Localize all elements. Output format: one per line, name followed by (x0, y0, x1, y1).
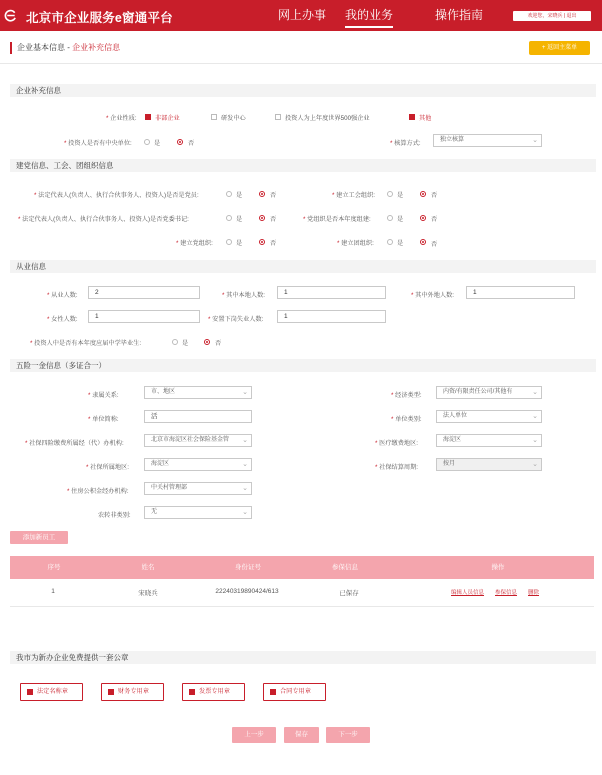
section-employment: 从业信息 (10, 260, 596, 273)
platform-title: 北京市企业服务e窗通平台 (26, 11, 173, 25)
radio-q4-yes[interactable] (387, 215, 393, 221)
option-no: 否 (188, 140, 195, 147)
label-central-unit: * 投资人是否有中央单位: (64, 140, 132, 147)
label-build-league: * 建立团组织: (337, 240, 374, 247)
label-build-party: * 建立党组织: (176, 240, 213, 247)
radio-central-no[interactable] (177, 139, 183, 145)
select-unit-type[interactable]: 法人单位 ⌄ (436, 410, 542, 423)
breadcrumb-current: 企业补充信息 (72, 43, 121, 52)
radio-q1-no[interactable] (259, 191, 265, 197)
add-employee-button[interactable]: 添加新员工 (10, 531, 68, 544)
radio-grad-yes[interactable] (172, 339, 178, 345)
chevron-down-icon: ⌄ (532, 389, 538, 396)
divider (0, 63, 602, 64)
label-female-staff: * 女性人数: (47, 316, 78, 323)
logo-icon (4, 9, 17, 22)
label-rural: 农转非类别: (98, 512, 131, 519)
cell-id: 22240319890424/613 (215, 588, 279, 595)
checkbox-seal-4[interactable] (270, 689, 276, 695)
checkbox-nature-2[interactable] (211, 114, 217, 120)
radio-q1-yes[interactable] (226, 191, 232, 197)
option-no: 否 (215, 340, 222, 347)
label-accounting: * 核算方式: (390, 140, 421, 147)
option-yes: 是 (397, 192, 404, 199)
label-short-name: * 单位简称: (88, 416, 119, 423)
column-header: 序号 (47, 564, 61, 571)
cell-name: 宋晓兵 (138, 590, 158, 597)
option-yes: 是 (236, 240, 243, 247)
breadcrumb-parent[interactable]: 企业基本信息 - (17, 43, 73, 52)
delete-link[interactable]: 删除 (528, 590, 540, 596)
seal-option-1[interactable]: 法定名称章 (20, 683, 83, 701)
select-settle-cycle[interactable]: 按月 ⌄ (436, 458, 542, 471)
select-econ-type[interactable]: 内资/有限责任公司/其他有 ⌄ (436, 386, 542, 399)
label-company-nature: * 企业性质: (106, 115, 137, 122)
label-unit-type: * 单位类别: (391, 416, 422, 423)
nav-my-business[interactable]: 我的业务 (345, 6, 393, 28)
chevron-down-icon: ⌄ (242, 389, 248, 396)
input-outside-staff[interactable]: 1 (466, 286, 575, 299)
option-no: 否 (270, 216, 277, 223)
label-outside-staff: * 其中外地人数: (411, 292, 454, 299)
cell-status: 已保存 (339, 590, 359, 597)
employee-table-header (10, 556, 594, 579)
section-party: 建党信息、工会、团组织信息 (10, 159, 596, 172)
option-nature-4: 其他 (419, 115, 432, 122)
option-yes: 是 (236, 192, 243, 199)
radio-q2-no[interactable] (420, 191, 426, 197)
radio-q5-no[interactable] (259, 239, 265, 245)
label-local-staff: * 其中本地人数: (222, 292, 265, 299)
breadcrumb (10, 42, 120, 54)
radio-grad-no[interactable] (204, 339, 210, 345)
option-nature-2: 研发中心 (221, 115, 246, 122)
label-party-secretary: * 法定代表人(负责人、执行合伙事务人、投资人)是否党委书记: (18, 216, 189, 223)
chevron-down-icon: ⌄ (532, 461, 538, 468)
chevron-down-icon: ⌄ (532, 437, 538, 444)
option-yes: 是 (182, 340, 189, 347)
section-share: 我市为新办企业免费提供一套公章 (10, 651, 596, 664)
section-insurance: 五险一金信息（多证合一） (10, 359, 596, 372)
input-local-staff[interactable]: 1 (277, 286, 386, 299)
chevron-down-icon: ⌄ (242, 461, 248, 468)
select-affiliation[interactable]: 市、地区 ⌄ (144, 386, 252, 399)
radio-q4-no[interactable] (420, 215, 426, 221)
input-total-staff[interactable]: 2 (88, 286, 200, 299)
back-to-menu-button[interactable]: + 返回主菜单 (529, 41, 590, 55)
seal-option-3[interactable]: 发票专用章 (182, 683, 245, 701)
radio-q6-no[interactable] (420, 239, 426, 245)
input-short-name[interactable]: 活 (144, 410, 252, 423)
chevron-down-icon: ⌄ (242, 437, 248, 444)
select-accounting[interactable]: 独立核算 ⌄ (433, 134, 542, 147)
option-yes: 是 (397, 240, 404, 247)
option-nature-1: 非部企业 (155, 115, 180, 122)
option-nature-3: 投资人为上年度世界500强企业 (285, 115, 370, 122)
label-social-region: * 社保所属地区: (86, 464, 129, 471)
option-no: 否 (431, 241, 438, 248)
chevron-down-icon: ⌄ (532, 137, 538, 144)
select-rural[interactable]: 无 ⌄ (144, 506, 252, 519)
label-reemployed: * 安置下岗失业人数: (208, 316, 264, 323)
label-union: * 建立工会组织: (332, 192, 375, 199)
label-housing-fund: * 住房公积金经办机构: (67, 488, 129, 495)
option-yes: 是 (154, 140, 161, 147)
input-female-staff[interactable]: 1 (88, 310, 200, 323)
label-affiliation: * 隶属关系: (88, 392, 119, 399)
input-reemployed[interactable]: 1 (277, 310, 386, 323)
user-box[interactable]: 欢迎您，宋晓兵 | 退出 (513, 11, 591, 21)
nav-online-service[interactable]: 网上办事 (278, 8, 327, 22)
label-graduate: * 投资人中是否有本年度应届中学毕业生: (30, 340, 142, 347)
table-row-divider (10, 606, 594, 607)
checkbox-seal-3[interactable] (189, 689, 195, 695)
option-yes: 是 (397, 216, 404, 223)
option-no: 否 (270, 192, 277, 199)
label-econ-type: * 经济类型: (391, 392, 422, 399)
column-header: 参保信息 (332, 564, 358, 571)
radio-q6-yes[interactable] (387, 239, 393, 245)
select-agency[interactable]: 北京市海淀区社会保险基金管 ⌄ (144, 434, 252, 447)
checkbox-nature-1[interactable] (145, 114, 151, 120)
save-button[interactable]: 保存 (284, 727, 319, 743)
radio-q2-yes[interactable] (387, 191, 393, 197)
option-no: 否 (270, 240, 277, 247)
label-medical-region: * 医疗缴费地区: (375, 440, 418, 447)
checkbox-seal-1[interactable] (27, 689, 33, 695)
cell-index: 1 (51, 588, 55, 595)
label-party-member: * 法定代表人(负责人、执行合伙事务人、投资人)是否是党员: (34, 192, 199, 199)
label-settle-cycle: * 社保结算周期: (375, 464, 418, 471)
checkbox-nature-3[interactable] (275, 114, 281, 120)
select-housing-fund[interactable]: 中关村管理部 ⌄ (144, 482, 252, 495)
label-agency: * 社保四险缴费所属经（代）办机构: (25, 440, 124, 447)
radio-q5-yes[interactable] (226, 239, 232, 245)
radio-q3-no[interactable] (259, 215, 265, 221)
radio-q3-yes[interactable] (226, 215, 232, 221)
prev-step-button[interactable]: 上一步 (232, 727, 276, 743)
chevron-down-icon: ⌄ (242, 509, 248, 516)
checkbox-nature-4[interactable] (409, 114, 415, 120)
checkbox-seal-2[interactable] (108, 689, 114, 695)
next-step-button[interactable]: 下一步 (326, 727, 370, 743)
label-total-staff: * 从业人数: (47, 292, 78, 299)
seal-option-2[interactable]: 财务专用章 (101, 683, 164, 701)
top-header (0, 0, 602, 31)
column-header: 姓名 (141, 564, 155, 571)
chevron-down-icon: ⌄ (242, 485, 248, 492)
section-supplement: 企业补充信息 (10, 84, 596, 97)
label-party-this-year: * 党组织是否本年度组建: (303, 216, 371, 223)
edit-employee-link[interactable]: 编辑人员信息 (451, 590, 485, 596)
column-header: 操作 (491, 564, 505, 571)
nav-guide[interactable]: 操作指南 (435, 8, 484, 22)
column-header: 身份证号 (235, 564, 261, 571)
seal-option-4[interactable]: 合同专用章 (263, 683, 326, 701)
option-no: 否 (431, 192, 438, 199)
option-no: 否 (431, 216, 438, 223)
insurance-info-link[interactable]: 参保信息 (495, 590, 518, 596)
select-medical-region[interactable]: 海淀区 ⌄ (436, 434, 542, 447)
select-social-region[interactable]: 海淀区 ⌄ (144, 458, 252, 471)
radio-central-yes[interactable] (144, 139, 150, 145)
option-yes: 是 (236, 216, 243, 223)
chevron-down-icon: ⌄ (532, 413, 538, 420)
